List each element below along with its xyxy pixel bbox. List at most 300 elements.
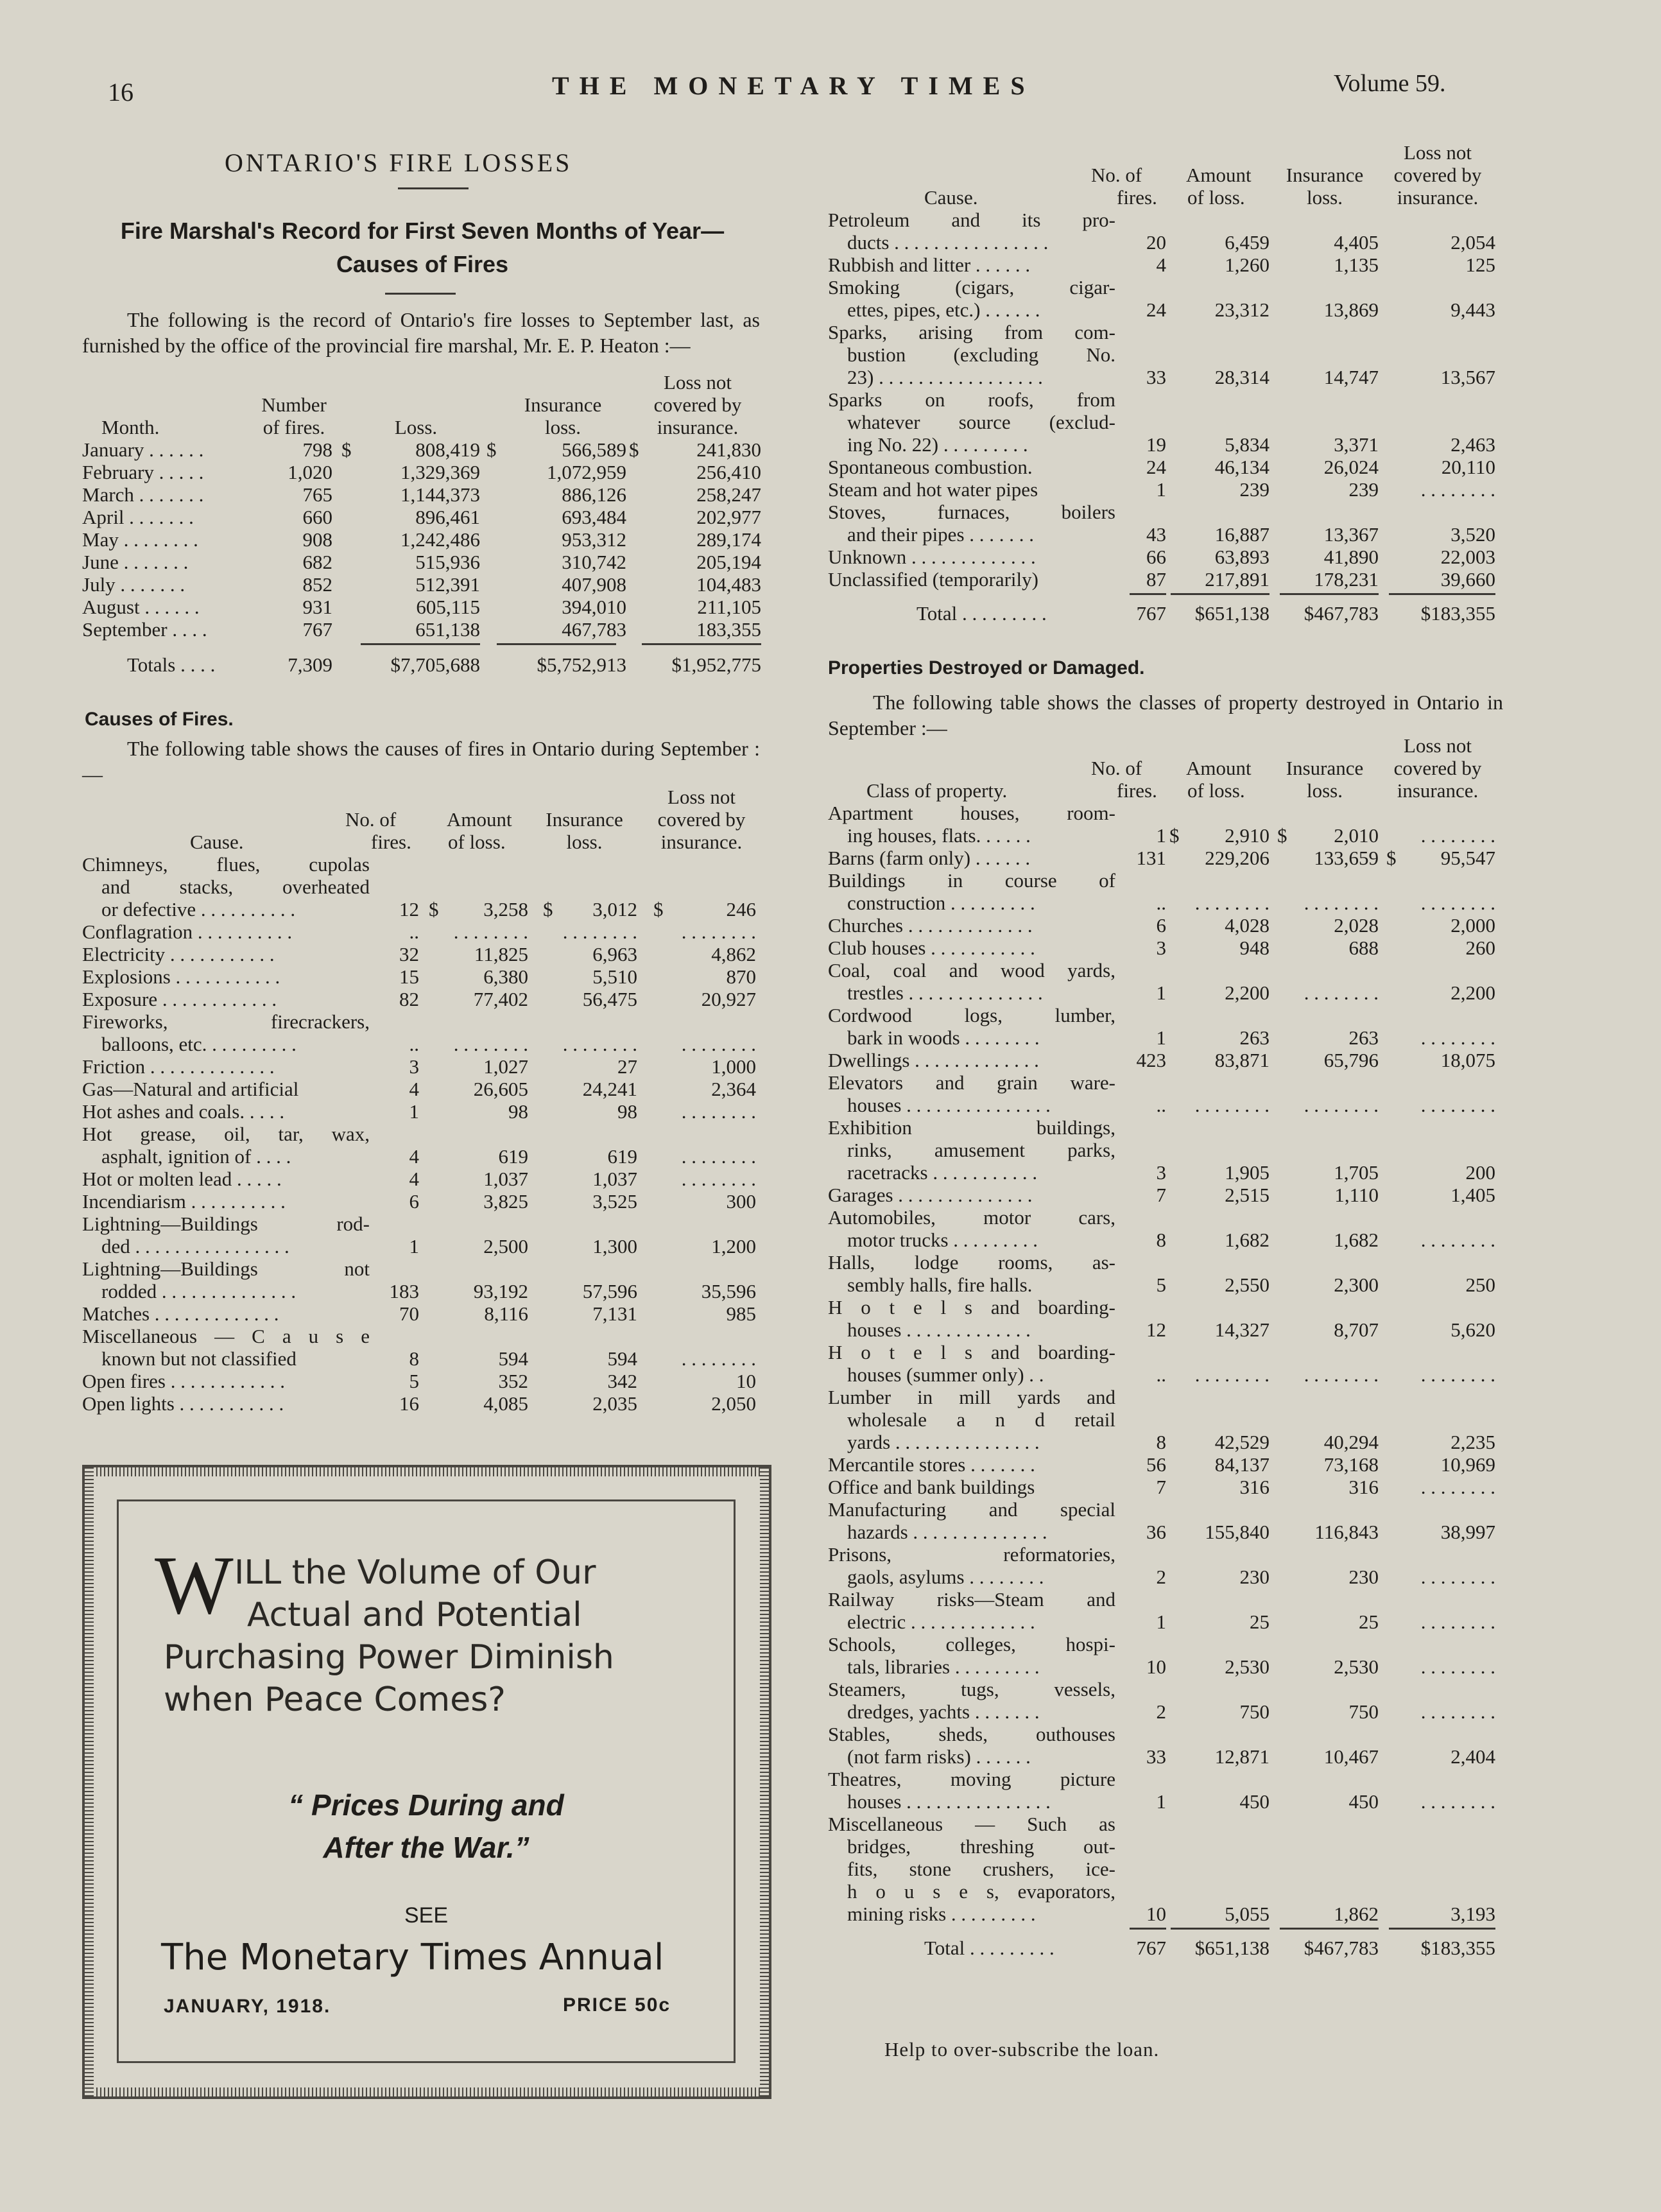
subtitle-line-1: Fire Marshal's Record for First Seven Months of Year—	[120, 218, 725, 244]
row-label: ing houses, flats. . . . . .	[847, 824, 1031, 847]
fires-count: 70	[399, 1302, 419, 1325]
row-label: Rubbish and litter . . . . . .	[828, 254, 1031, 276]
properties-header-row-1	[828, 734, 1508, 757]
amount-of-loss: 1,905	[1225, 1161, 1269, 1184]
row-label: yards . . . . . . . . . . . . . . .	[847, 1431, 1040, 1453]
loss-not-covered: 10	[736, 1370, 756, 1392]
fires-count: 24	[1146, 298, 1166, 321]
header-label: Class of property.	[866, 779, 1008, 802]
insurance-loss: 2,028	[1334, 914, 1379, 937]
property-row	[828, 1341, 1508, 1363]
property-row	[828, 1476, 1508, 1498]
header-fires-2: fires.	[371, 831, 411, 853]
loss-not-covered: 1,200	[711, 1235, 756, 1257]
row-label: h o u s e s, evaporators,	[847, 1880, 1115, 1903]
row-label: Manufacturing and special	[828, 1498, 1115, 1521]
cause-row	[82, 1100, 769, 1123]
header-amount-1: Amount	[447, 808, 512, 831]
month-loss: 808,419	[415, 438, 480, 461]
row-label: ded . . . . . . . . . . . . . . . .	[101, 1235, 289, 1257]
total-rule	[497, 643, 616, 645]
header-fires-1: No. of	[1091, 164, 1142, 186]
currency-sign: $	[341, 438, 352, 461]
insurance-loss: 1,682	[1334, 1229, 1379, 1251]
property-row	[828, 802, 1508, 824]
loss-not-covered: 2,404	[1450, 1745, 1495, 1768]
row-label: Incendiarism . . . . . . . . . .	[82, 1190, 286, 1213]
loss-not-covered: 22,003	[1440, 546, 1495, 568]
row-label: rinks, amusement parks,	[847, 1139, 1115, 1161]
month-fires: 682	[302, 551, 332, 573]
monthly-row	[82, 483, 769, 506]
amount-of-loss: 42,529	[1214, 1431, 1269, 1453]
running-head: THE MONETARY TIMES	[552, 71, 1035, 100]
amount-of-loss: 594	[498, 1347, 528, 1370]
row-label: dredges, yachts . . . . . . .	[847, 1700, 1040, 1723]
row-label: Hot ashes and coals. . . . .	[82, 1100, 285, 1123]
row-label: houses (summer only) . .	[847, 1363, 1044, 1386]
property-row	[828, 1251, 1508, 1274]
insurance-loss: 316	[1348, 1476, 1379, 1498]
month-label: April . . . . . . .	[82, 506, 194, 528]
loss-not-covered: . . . . . . . .	[1420, 1611, 1495, 1633]
currency-sign: $	[1277, 824, 1287, 847]
cause-row	[828, 321, 1502, 343]
row-label: H o t e l s and boarding-	[828, 1341, 1115, 1363]
cause-row	[828, 478, 1502, 501]
causes-header-row-2	[82, 808, 769, 831]
ad-line-4: when Peace Comes?	[164, 1681, 506, 1719]
property-row	[828, 914, 1508, 937]
month-fires: 908	[302, 528, 332, 551]
monthly-header-row-2	[82, 393, 769, 416]
amount-of-loss: 28,314	[1214, 366, 1269, 388]
property-row	[828, 1026, 1508, 1049]
header-label: Cause.	[190, 831, 244, 853]
header-loss: Loss.	[394, 416, 438, 438]
amount-of-loss: 98	[508, 1100, 528, 1123]
amount-of-loss: 5,834	[1225, 433, 1269, 456]
row-label: Churches . . . . . . . . . . . . .	[828, 914, 1033, 937]
cause-row	[82, 943, 769, 965]
insurance-loss: 6,963	[592, 943, 637, 965]
amount-of-loss: 11,825	[474, 943, 528, 965]
fires-count: 1	[1156, 981, 1166, 1004]
month-fires: 660	[302, 506, 332, 528]
header-insurance-2: loss.	[1307, 186, 1343, 209]
row-label: Stoves, furnaces, boilers	[828, 501, 1115, 523]
cause-row	[82, 965, 769, 988]
insurance-loss: 98	[617, 1100, 637, 1123]
total-insurance: $467,783	[1304, 602, 1379, 625]
property-row	[828, 959, 1508, 981]
property-row	[828, 1094, 1508, 1116]
article-title: ONTARIO'S FIRE LOSSES	[225, 148, 572, 177]
amount-of-loss: 2,910	[1225, 824, 1269, 847]
header-amount-2: of loss.	[1187, 186, 1245, 209]
fires-count: 4	[409, 1145, 419, 1168]
property-row	[828, 1700, 1508, 1723]
currency-sign: $	[1169, 824, 1180, 847]
ad-inner-frame	[117, 1499, 736, 2063]
properties-heading: Properties Destroyed or Damaged.	[828, 657, 1145, 678]
properties-total-row	[828, 1937, 1508, 1959]
fires-count: ..	[409, 920, 419, 943]
loss-not-covered: 125	[1465, 254, 1495, 276]
property-row	[828, 1498, 1508, 1521]
causes-header-row-3	[82, 831, 769, 853]
amount-of-loss: 77,402	[473, 988, 528, 1010]
row-label: balloons, etc. . . . . . . . . .	[101, 1033, 297, 1055]
header-amount-2: of loss.	[1187, 779, 1245, 802]
header-fires-2: fires.	[1117, 186, 1157, 209]
property-row	[828, 1678, 1508, 1700]
cause-row	[82, 1123, 769, 1145]
row-label: Gas—Natural and artificial	[82, 1078, 299, 1100]
row-label: electric . . . . . . . . . . . . .	[847, 1611, 1035, 1633]
month-insurance: 394,010	[562, 596, 626, 618]
totals-loss: $7,705,688	[390, 653, 480, 676]
row-label: Steam and hot water pipes	[828, 478, 1038, 501]
properties-table	[828, 734, 1508, 1959]
fires-count: 36	[1146, 1521, 1166, 1543]
month-label: January . . . . . .	[82, 438, 204, 461]
property-row	[828, 1116, 1508, 1139]
currency-sign: $	[486, 438, 497, 461]
cause-row	[828, 501, 1502, 523]
month-loss: 1,242,486	[400, 528, 480, 551]
fires-count: 1	[409, 1235, 419, 1257]
row-label: Barns (farm only) . . . . . .	[828, 847, 1031, 869]
row-label: known but not classified	[101, 1347, 297, 1370]
property-row	[828, 892, 1508, 914]
currency-sign: $	[629, 438, 639, 461]
causes-table-left	[82, 786, 769, 1415]
loss-not-covered: 5,620	[1450, 1318, 1495, 1341]
total-amount: $651,138	[1194, 602, 1269, 625]
fires-count: 8	[409, 1347, 419, 1370]
loss-not-covered: 3,520	[1450, 523, 1495, 546]
loss-not-covered: . . . . . . . .	[1420, 1094, 1495, 1116]
row-label: houses . . . . . . . . . . . . . . .	[847, 1790, 1051, 1813]
month-label: May . . . . . . . .	[82, 528, 198, 551]
insurance-loss: 2,300	[1334, 1274, 1379, 1296]
cause-row	[82, 1190, 769, 1213]
fires-count: ..	[1156, 1363, 1166, 1386]
insurance-loss: 24,241	[582, 1078, 637, 1100]
amount-of-loss: 2,200	[1225, 981, 1269, 1004]
cause-row	[82, 1280, 769, 1302]
loss-not-covered: . . . . . . . .	[1420, 1476, 1495, 1498]
fires-count: 1	[1156, 1611, 1166, 1633]
total-label: Total . . . . . . . . .	[924, 1937, 1054, 1959]
fires-count: 3	[1156, 1161, 1166, 1184]
total-notcov: $183,355	[1420, 1937, 1495, 1959]
loss-not-covered: 20,927	[701, 988, 756, 1010]
ad-annual-title: The Monetary Times Annual	[161, 1937, 664, 1978]
total-rule	[642, 643, 761, 645]
row-label: Coal, coal and wood yards,	[828, 959, 1115, 981]
row-label: Smoking (cigars, cigar-	[828, 276, 1115, 298]
row-label: Miscellaneous — Such as	[828, 1813, 1115, 1835]
ad-border-top	[85, 1467, 769, 1476]
row-label: motor trucks . . . . . . . . .	[847, 1229, 1038, 1251]
footer-note: Help to over-subscribe the loan.	[884, 2038, 1160, 2061]
month-loss: 1,144,373	[400, 483, 480, 506]
month-notcov: 205,194	[696, 551, 761, 573]
page-number: 16	[108, 78, 133, 107]
property-row	[828, 1453, 1508, 1476]
insurance-loss: 263	[1348, 1026, 1379, 1049]
cause-row	[82, 1325, 769, 1347]
cause-row	[82, 1213, 769, 1235]
insurance-loss: . . . . . . . .	[562, 920, 637, 943]
month-insurance: 310,742	[562, 551, 626, 573]
amount-of-loss: 46,134	[1214, 456, 1269, 478]
title-rule	[398, 187, 469, 189]
property-row	[828, 1633, 1508, 1655]
header-month: Month.	[101, 416, 160, 438]
ad-border-bottom	[85, 2087, 769, 2096]
loss-not-covered: . . . . . . . .	[681, 920, 756, 943]
row-label: Elevators and grain ware-	[828, 1071, 1115, 1094]
amount-of-loss: 217,891	[1205, 568, 1269, 591]
causes-header-row-1	[82, 786, 769, 808]
fires-count: 66	[1146, 546, 1166, 568]
amount-of-loss: 23,312	[1214, 298, 1269, 321]
ad-quote-line-1: “ Prices During and	[288, 1788, 564, 1822]
property-row	[828, 1566, 1508, 1588]
header-fires-1: No. of	[1091, 757, 1142, 779]
total-label: Total . . . . . . . . .	[917, 602, 1047, 625]
row-label: Lumber in mill yards and	[828, 1386, 1115, 1408]
property-row	[828, 1408, 1508, 1431]
insurance-loss: 13,869	[1323, 298, 1379, 321]
month-label: July . . . . . . .	[82, 573, 185, 596]
row-label: mining risks . . . . . . . . .	[847, 1903, 1036, 1925]
property-row	[828, 1161, 1508, 1184]
amount-of-loss: 63,893	[1214, 546, 1269, 568]
cause-row	[82, 1078, 769, 1100]
loss-not-covered: 870	[726, 965, 756, 988]
row-label: Electricity . . . . . . . . . . .	[82, 943, 275, 965]
cause-row	[828, 388, 1502, 411]
loss-not-covered: . . . . . . . .	[1420, 892, 1495, 914]
loss-not-covered: 13,567	[1440, 366, 1495, 388]
month-fires: 765	[302, 483, 332, 506]
row-label: bark in woods . . . . . . . .	[847, 1026, 1040, 1049]
insurance-loss: 4,405	[1334, 231, 1379, 254]
fires-count: 1	[1156, 1790, 1166, 1813]
loss-not-covered: . . . . . . . .	[681, 1347, 756, 1370]
subtitle-rule	[385, 293, 456, 295]
amount-of-loss: 2,515	[1225, 1184, 1269, 1206]
row-label: racetracks . . . . . . . . . . .	[847, 1161, 1038, 1184]
properties-rule-row	[828, 1925, 1508, 1937]
fires-count: 87	[1146, 568, 1166, 591]
row-label: 23) . . . . . . . . . . . . . . . . .	[847, 366, 1043, 388]
loss-not-covered: 39,660	[1440, 568, 1495, 591]
insurance-loss: 26,024	[1323, 456, 1379, 478]
amount-of-loss: 14,327	[1214, 1318, 1269, 1341]
insurance-loss: 2,010	[1334, 824, 1379, 847]
property-row	[828, 1318, 1508, 1341]
amount-of-loss: . . . . . . . .	[453, 1033, 528, 1055]
insurance-loss: 56,475	[582, 988, 637, 1010]
header-label: Cause.	[924, 186, 978, 209]
loss-not-covered: . . . . . . . .	[681, 1100, 756, 1123]
ad-border-left	[85, 1467, 94, 2096]
property-row	[828, 1139, 1508, 1161]
fires-count: ..	[1156, 1094, 1166, 1116]
insurance-loss: 13,367	[1323, 523, 1379, 546]
cause-row	[82, 988, 769, 1010]
month-fires: 1,020	[288, 461, 332, 483]
loss-not-covered: . . . . . . . .	[681, 1033, 756, 1055]
fires-count: 2	[1156, 1566, 1166, 1588]
loss-not-covered: . . . . . . . .	[1420, 478, 1495, 501]
total-rule	[1171, 1928, 1269, 1930]
cause-row	[82, 1347, 769, 1370]
currency-sign: $	[653, 898, 664, 920]
row-label: ettes, pipes, etc.) . . . . . .	[847, 298, 1040, 321]
loss-not-covered: . . . . . . . .	[1420, 1566, 1495, 1588]
cause-row	[82, 853, 769, 876]
row-label: Automobiles, motor cars,	[828, 1206, 1115, 1229]
fires-count: 1	[409, 1100, 419, 1123]
header-insurance-2: loss.	[566, 831, 603, 853]
month-loss: 515,936	[415, 551, 480, 573]
amount-of-loss: 8,116	[484, 1302, 528, 1325]
row-label: wholesale a n d retail	[847, 1408, 1115, 1431]
intro-paragraph: The following is the record of Ontario's fire losses to September last, as furnished by the office of the provincial fire marshal, Mr. E. P. Heaton :—	[82, 308, 760, 357]
volume-label: Volume 59.	[1334, 70, 1446, 97]
amount-of-loss: 3,258	[483, 898, 528, 920]
cause-row	[82, 1010, 769, 1033]
insurance-loss: 65,796	[1323, 1049, 1379, 1071]
row-label: bridges, threshing out-	[847, 1835, 1115, 1858]
row-label: Petroleum and its pro-	[828, 209, 1115, 231]
fires-count: 6	[409, 1190, 419, 1213]
amount-of-loss: 263	[1239, 1026, 1269, 1049]
cause-row	[828, 456, 1502, 478]
fires-count: 8	[1156, 1229, 1166, 1251]
month-loss: 651,138	[415, 618, 480, 641]
property-row	[828, 1543, 1508, 1566]
fires-count: 15	[399, 965, 419, 988]
property-row	[828, 1588, 1508, 1611]
insurance-loss: . . . . . . . .	[1304, 1094, 1379, 1116]
monthly-row	[82, 528, 769, 551]
row-label: Open fires . . . . . . . . . . . .	[82, 1370, 285, 1392]
loss-not-covered: 35,596	[701, 1280, 756, 1302]
loss-not-covered: 300	[726, 1190, 756, 1213]
fires-count: ..	[1156, 892, 1166, 914]
insurance-loss: . . . . . . . .	[1304, 1363, 1379, 1386]
insurance-loss: 10,467	[1323, 1745, 1379, 1768]
insurance-loss: 1,705	[1334, 1161, 1379, 1184]
fires-count: 8	[1156, 1431, 1166, 1453]
loss-not-covered: 10,969	[1440, 1453, 1495, 1476]
amount-of-loss: 93,192	[473, 1280, 528, 1302]
header-insurance-1: Insurance	[546, 808, 623, 831]
row-label: fits, stone crushers, ice-	[847, 1858, 1115, 1880]
month-notcov: 256,410	[696, 461, 761, 483]
month-notcov: 183,355	[696, 618, 761, 641]
properties-header-row-3	[828, 779, 1508, 802]
insurance-loss: 133,659	[1314, 847, 1379, 869]
row-label: Stables, sheds, outhouses	[828, 1723, 1115, 1745]
row-label: Sparks on roofs, from	[828, 388, 1115, 411]
header-notcov-1: Loss not	[1404, 734, 1472, 757]
row-label: Exhibition buildings,	[828, 1116, 1115, 1139]
amount-of-loss: . . . . . . . .	[1194, 892, 1269, 914]
fires-count: 5	[409, 1370, 419, 1392]
row-label: Conflagration . . . . . . . . . .	[82, 920, 293, 943]
month-notcov: 211,105	[697, 596, 761, 618]
fires-count: 1	[1156, 478, 1166, 501]
row-label: Hot grease, oil, tar, wax,	[82, 1123, 370, 1145]
loss-not-covered: 2,000	[1450, 914, 1495, 937]
total-rule	[1130, 593, 1166, 595]
property-row	[828, 1071, 1508, 1094]
month-label: March . . . . . . .	[82, 483, 204, 506]
row-label: rodded . . . . . . . . . . . . . .	[101, 1280, 297, 1302]
fires-count: 4	[1156, 254, 1166, 276]
monthly-row	[82, 461, 769, 483]
loss-not-covered: . . . . . . . .	[1420, 1700, 1495, 1723]
insurance-loss: 688	[1348, 937, 1379, 959]
amount-of-loss: . . . . . . . .	[1194, 1363, 1269, 1386]
header-notcov-2: covered by	[1393, 164, 1482, 186]
ad-quote	[119, 1784, 734, 1869]
amount-of-loss: 2,500	[483, 1235, 528, 1257]
fires-count: 12	[399, 898, 419, 920]
month-insurance: 566,589	[562, 438, 626, 461]
row-label: tals, libraries . . . . . . . . .	[847, 1655, 1040, 1678]
row-label: whatever source (exclud-	[847, 411, 1115, 433]
insurance-loss: . . . . . . . .	[1304, 981, 1379, 1004]
row-label: Friction . . . . . . . . . . . . .	[82, 1055, 275, 1078]
row-label: bustion (excluding No.	[847, 343, 1115, 366]
causes-intro: The following table shows the causes of fires in Ontario during September :—	[82, 737, 760, 786]
month-label: June . . . . . . .	[82, 551, 189, 573]
insurance-loss: 1,110	[1334, 1184, 1379, 1206]
ad-line-1: ILL the Volume of Our	[234, 1553, 596, 1592]
cause-row	[828, 568, 1502, 591]
row-label: sembly halls, fire halls.	[847, 1274, 1033, 1296]
fires-count: 19	[1146, 433, 1166, 456]
row-label: Cordwood logs, lumber,	[828, 1004, 1115, 1026]
header-insurance-1: Insurance	[1286, 164, 1364, 186]
property-row	[828, 1835, 1508, 1858]
loss-not-covered: 3,193	[1450, 1903, 1495, 1925]
insurance-loss: 8,707	[1334, 1318, 1379, 1341]
row-label: Prisons, reformatories,	[828, 1543, 1115, 1566]
insurance-loss: 1,037	[592, 1168, 637, 1190]
row-label: Spontaneous combustion.	[828, 456, 1033, 478]
row-label: and stacks, overheated	[101, 876, 370, 898]
insurance-loss: 14,747	[1323, 366, 1379, 388]
header-fires-1: No. of	[345, 808, 397, 831]
fires-count: 1	[1156, 824, 1166, 847]
currency-sign: $	[543, 898, 553, 920]
properties-intro: The following table shows the classes of property destroyed in Ontario in September :—	[828, 691, 1503, 739]
amount-of-loss: 1,037	[483, 1168, 528, 1190]
month-label: September . . . .	[82, 618, 207, 641]
row-label: Theatres, moving picture	[828, 1768, 1115, 1790]
cause-row	[828, 546, 1502, 568]
